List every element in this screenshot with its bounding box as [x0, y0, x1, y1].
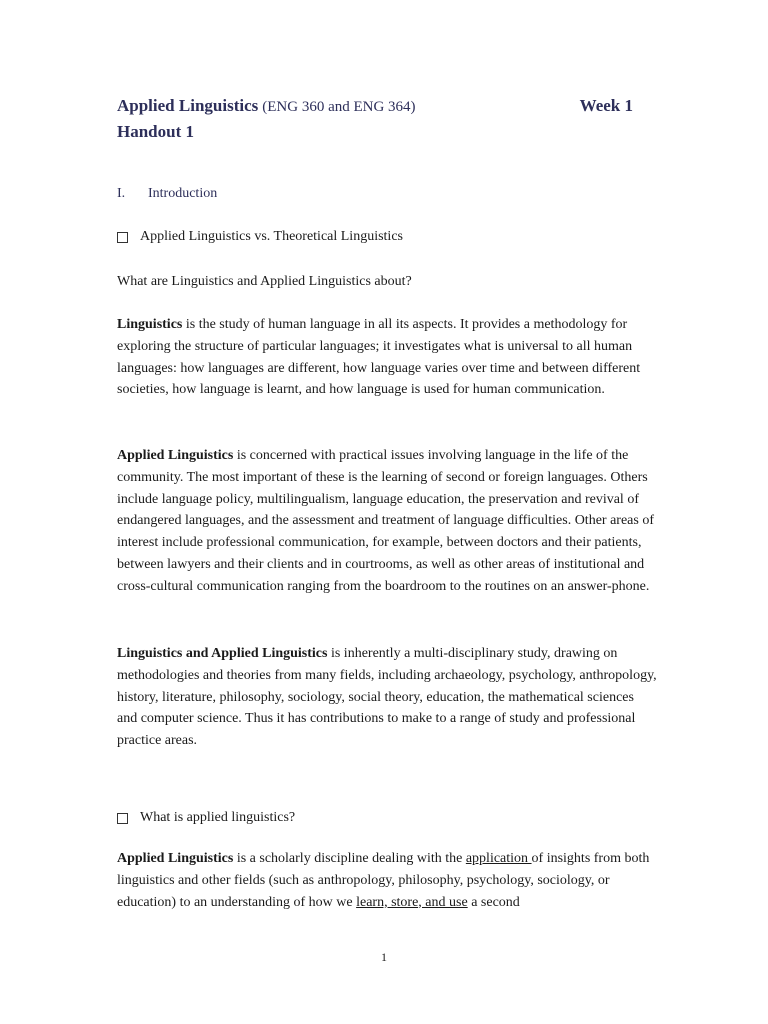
term-applied-linguistics: Applied Linguistics — [117, 851, 234, 866]
handout-label: Handout 1 — [117, 122, 194, 141]
term-applied-linguistics: Applied Linguistics — [117, 448, 234, 463]
week-label: Week 1 — [579, 96, 633, 115]
checkbox-bullet-icon — [117, 232, 128, 243]
link-learn-store-use[interactable]: learn, store, and use — [356, 894, 468, 910]
paragraph-text: a second — [467, 894, 520, 910]
section-title: Introduction — [148, 186, 218, 201]
bullet-text: What is applied linguistics? — [140, 810, 296, 825]
bullet-text: Applied Linguistics vs. Theoretical Linguistics — [140, 229, 403, 244]
paragraph-text: of insights from both linguistics and other fields (such as anthropology, philosophy, psychology, sociology, or education) to an understanding of how we — [117, 851, 650, 910]
course-codes: (ENG 360 and ENG 364) — [262, 99, 416, 115]
term-linguistics: Linguistics — [117, 317, 183, 332]
question-line: What are Linguistics and Applied Linguistics about? — [117, 274, 412, 289]
term-linguistics-and-applied: Linguistics and Applied Linguistics — [117, 646, 328, 661]
checkbox-bullet-icon — [117, 813, 128, 824]
section-number: I. — [117, 186, 126, 201]
bullet-item — [117, 810, 295, 826]
course-title: Applied Linguistics — [117, 96, 259, 115]
paragraph-applied-linguistics — [117, 445, 657, 598]
paragraph-multidisciplinary — [117, 643, 657, 752]
paragraph-text: is concerned with practical issues involving language in the life of the community. The most important of these is the learning of second or foreign languages. Others include language policy, multilingualism, language education, the preservation and revival of endangered languages, and the assessment and treatment of language difficulties. Other areas of interest include professional communication, for example, between doctors and their patients, between lawyers and their clients and in courtrooms, as well as other areas of institutional and cross-cultural communication ranging from the boardroom to the routines on an answer-phone. — [117, 448, 654, 594]
link-application[interactable]: application — [465, 851, 532, 866]
paragraph-definition — [117, 848, 657, 913]
paragraph-text: is the study of human language in all its aspects. It provides a methodology for exploring the structure of particular languages; it investigates what is universal to all human languages: how languages are different, how language varies over time and between different societies, how language is learnt, and how language is used for human communication. — [117, 317, 641, 398]
bullet-item — [117, 229, 403, 245]
paragraph-text: is a scholarly discipline dealing with the — [233, 851, 466, 866]
document-header — [117, 96, 637, 144]
header-title-group — [117, 96, 416, 116]
paragraph-text: is inherently a multi-disciplinary study, drawing on methodologies and theories from many fields, including archaeology, psychology, anthropology, history, literature, philosophy, sociology, social theory, education, the mathematical sciences and computer science. Thus it has contributions to make to a range of study and professional practice areas. — [117, 646, 657, 749]
paragraph-linguistics — [117, 314, 657, 401]
page-number: 1 — [381, 950, 387, 964]
